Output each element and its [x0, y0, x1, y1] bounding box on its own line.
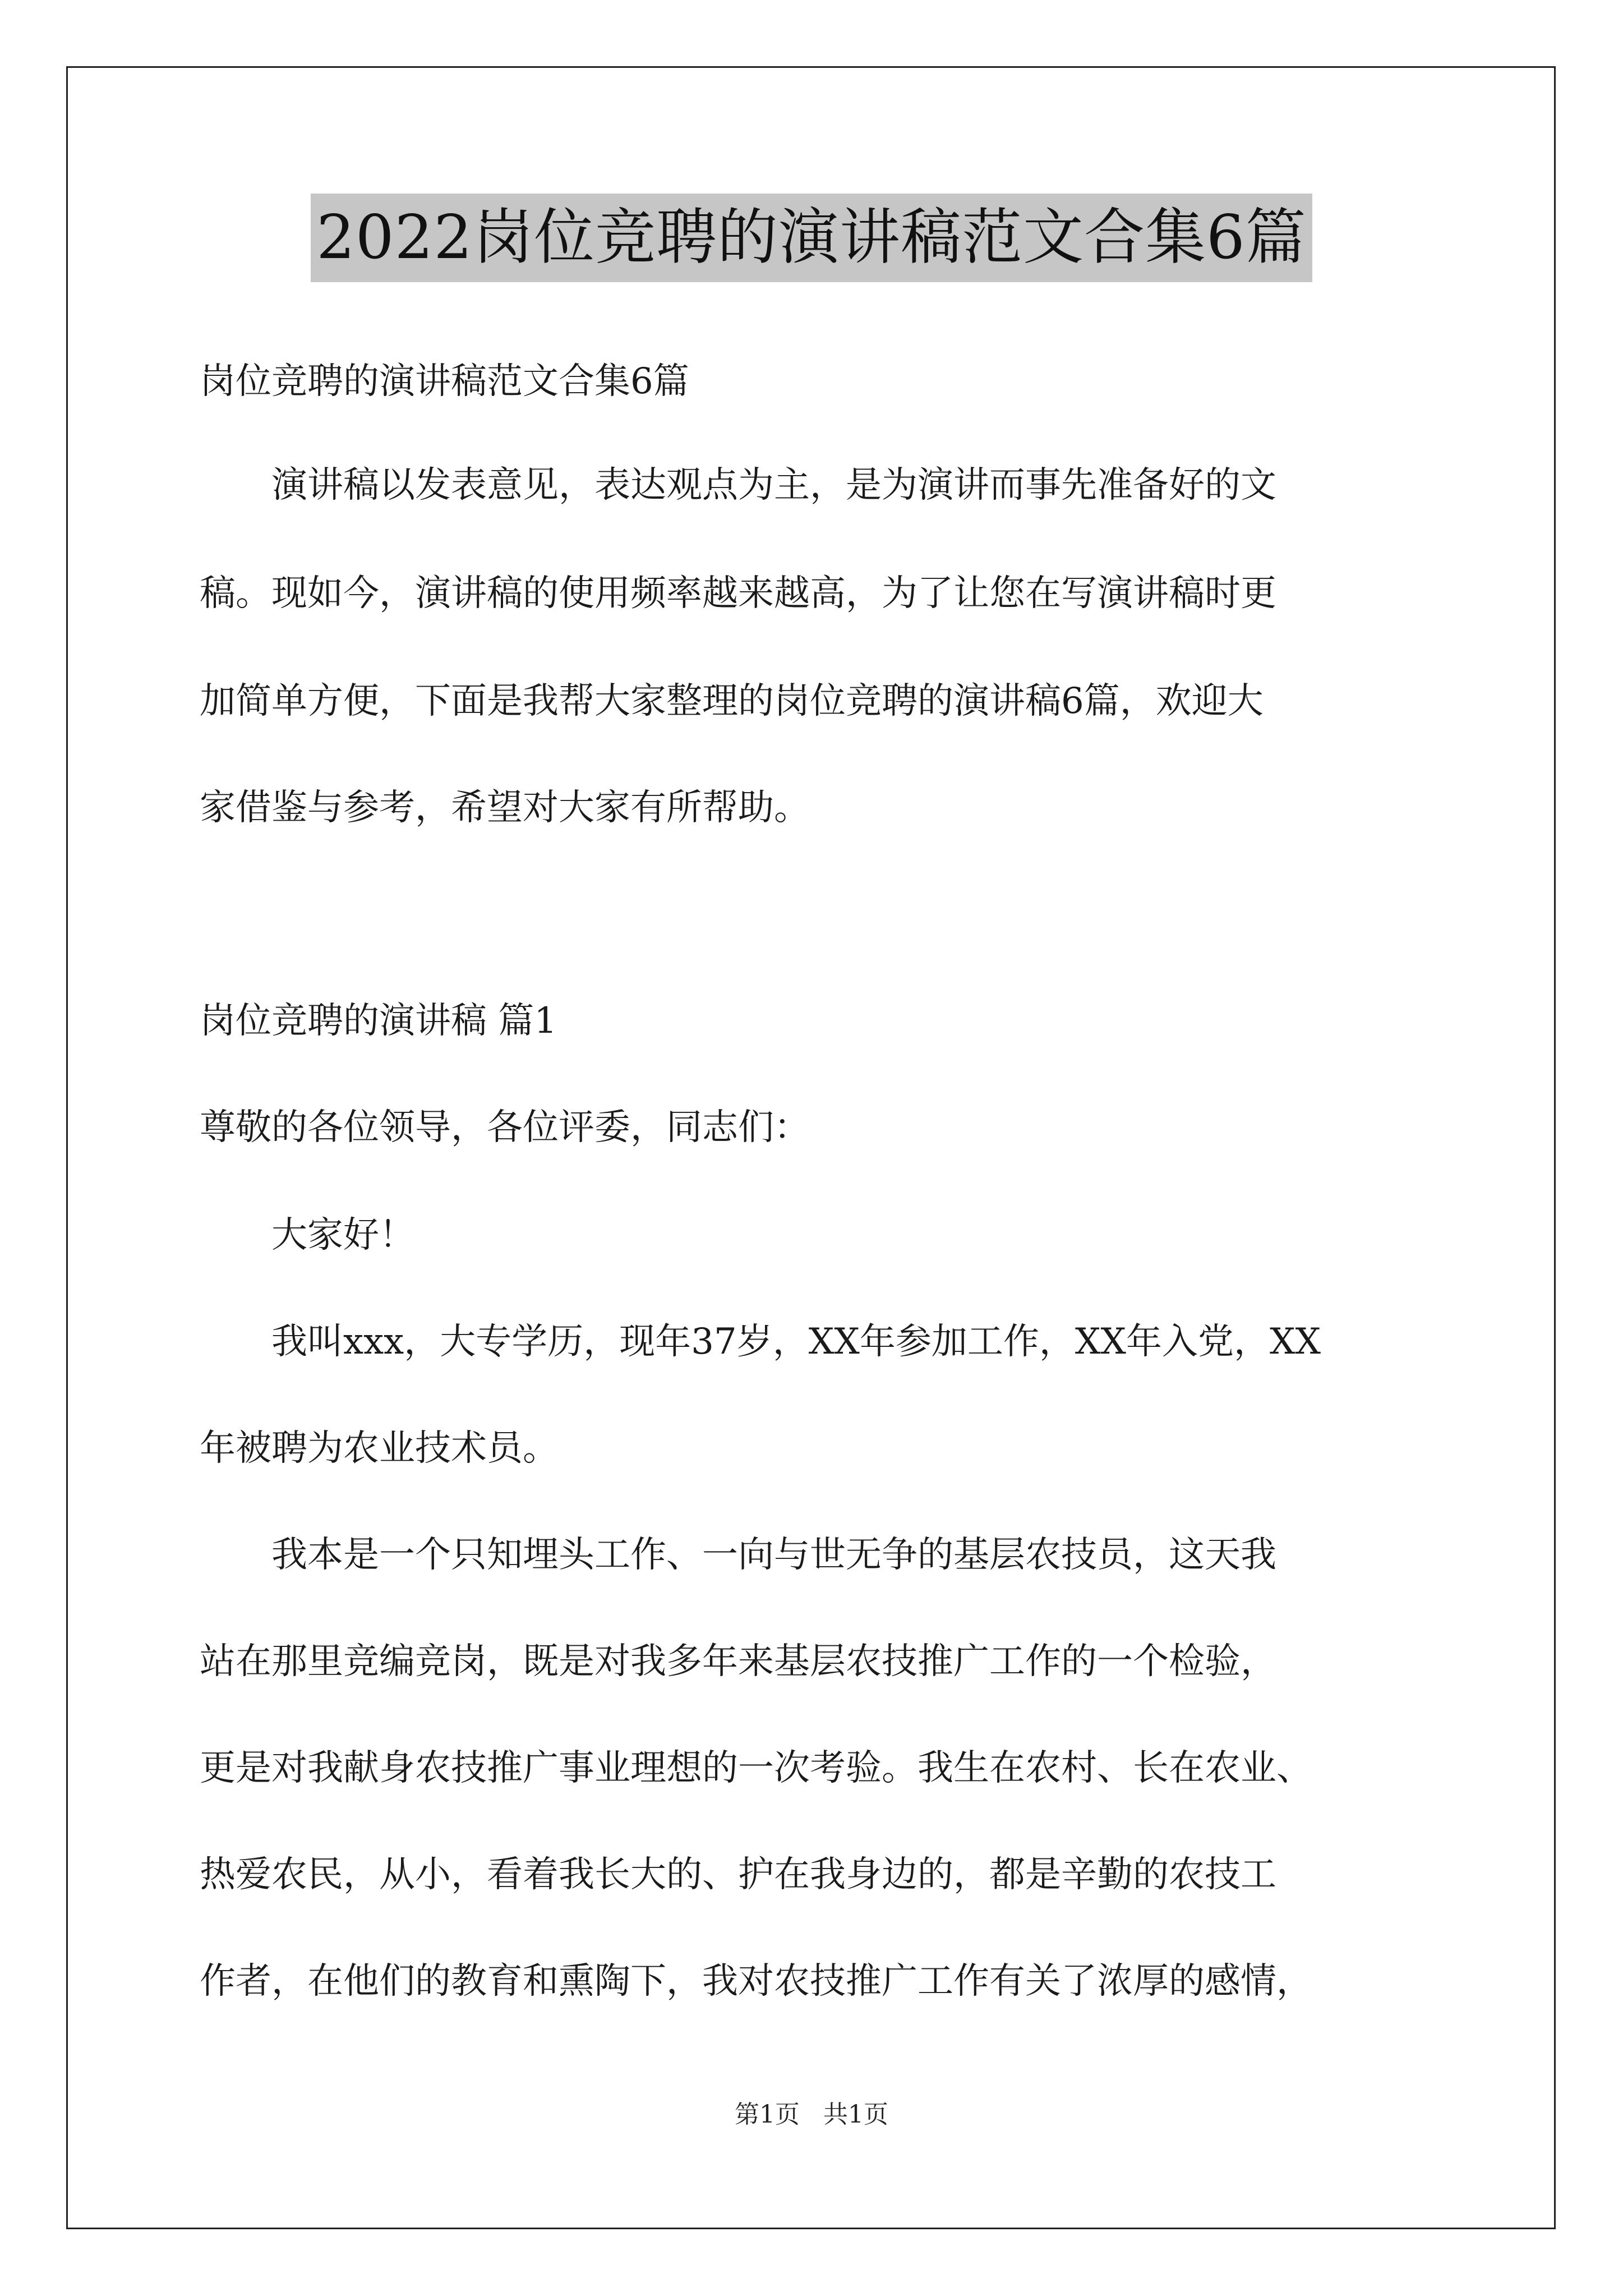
paragraph-line: 我本是一个只知埋头工作、一向与世无争的基层农技员，这天我 [200, 1534, 1276, 1576]
section-heading: 岗位竞聘的演讲稿 篇1 [200, 1000, 557, 1042]
greeting-line: 大家好！ [200, 1214, 415, 1256]
page-total: 共1页 [823, 2100, 888, 2129]
paragraph-line: 更是对我献身农技推广事业理想的一次考验。我生在农村、长在农业、 [200, 1747, 1312, 1789]
paragraph-line: 家借鉴与参考，希望对大家有所帮助。 [200, 787, 810, 829]
paragraph-line: 热爱农民，从小，看着我长大的、护在我身边的，都是辛勤的农技工 [200, 1854, 1276, 1895]
paragraph-line: 稿。现如今，演讲稿的使用频率越来越高，为了让您在写演讲稿时更 [200, 573, 1276, 614]
paragraph-line: 加简单方便，下面是我帮大家整理的岗位竞聘的演讲稿6篇，欢迎大 [200, 680, 1264, 722]
paragraph-line: 演讲稿以发表意见，表达观点为主，是为演讲而事先准备好的文 [200, 464, 1276, 506]
paragraph-line: 作者，在他们的教育和熏陶下，我对农技推广工作有关了浓厚的感情， [200, 1961, 1312, 2002]
paragraph-line: 站在那里竞编竞岗，既是对我多年来基层农技推广工作的一个检验， [200, 1641, 1276, 1682]
paragraph-line: 年被聘为农业技术员。 [200, 1428, 559, 1469]
salutation-line: 尊敬的各位领导，各位评委，同志们： [200, 1107, 810, 1148]
page-number: 第1页 [735, 2100, 800, 2129]
page-footer [0, 2098, 1623, 2132]
title-container [0, 194, 1623, 282]
paragraph-line: 我叫xxx，大专学历，现年37岁，XX年参加工作，XX年入党，XX [200, 1321, 1321, 1363]
subtitle-line: 岗位竞聘的演讲稿范文合集6篇 [200, 361, 689, 402]
document-title: 2022岗位竞聘的演讲稿范文合集6篇 [311, 194, 1312, 282]
